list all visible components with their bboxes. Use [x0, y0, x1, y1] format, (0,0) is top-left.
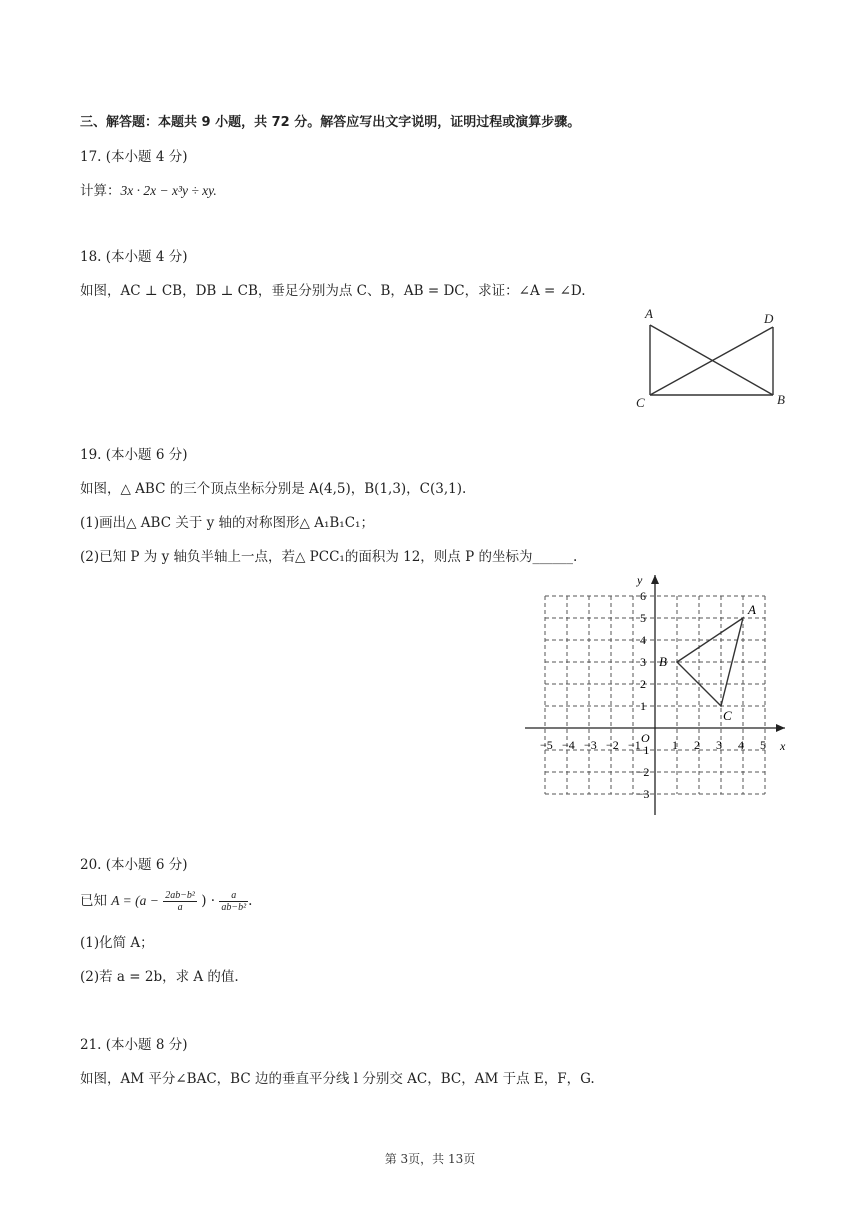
y-tick-label: 6 [640, 589, 646, 603]
q17-expression: 3x · 2x − x³y ÷ xy. [120, 183, 217, 198]
q20-part2: (2)若 a = 2b，求 A 的值. [80, 969, 239, 985]
q18-figure [630, 305, 800, 410]
q18-title: 18. (本小题 4 分) [80, 249, 188, 265]
y-tick-label: 2 [640, 677, 646, 691]
q20-part1: (1)化简 A； [80, 935, 154, 951]
q17-prefix: 计算： [80, 183, 121, 199]
point-label-c: C [723, 708, 732, 723]
q20-frac1-numerator: 2ab−b² [165, 890, 195, 901]
q20-frac2-numerator: a [219, 890, 248, 902]
q18-label-c: C [636, 395, 645, 410]
x-tick-label: −5 [540, 738, 553, 752]
x-tick-label: 2 [694, 738, 700, 752]
q20-mid: ) · [201, 893, 216, 909]
q20-body [80, 888, 252, 914]
y-tick-label: 3 [640, 655, 646, 669]
x-tick-label: −4 [562, 738, 575, 752]
q21-text: 如图，AM 平分∠BAC，BC 边的垂直平分线 l 分别交 AC，BC，AM 于点 E，F，G. [80, 1071, 595, 1087]
q20-frac1-denominator: a [177, 902, 183, 913]
q19-line1: 如图，△ ABC 的三个顶点坐标分别是 A(4,5)，B(1,3)，C(3,1). [80, 481, 467, 497]
q20-fraction-1 [163, 890, 197, 913]
y-axis-arrow [651, 575, 659, 584]
y-tick-label: −1 [636, 743, 650, 757]
q19-line2: (1)画出△ ABC 关于 y 轴的对称图形△ A₁B₁C₁； [80, 515, 374, 531]
x-axis-arrow [776, 724, 785, 732]
x-tick-label: 3 [716, 738, 722, 752]
origin-label: O [641, 731, 650, 745]
y-tick-label: 1 [640, 699, 646, 713]
y-tick-label: −3 [636, 787, 650, 801]
x-tick-label: −2 [606, 738, 619, 752]
q20-expr-a: A = (a − [111, 893, 159, 908]
page-footer: 第 3页，共 13页 [384, 1152, 476, 1166]
point-label-a: A [748, 602, 756, 617]
q21-title: 21. (本小题 8 分) [80, 1037, 188, 1053]
q19-title: 19. (本小题 6 分) [80, 447, 188, 463]
y-tick-label: 4 [640, 633, 646, 647]
q17-title: 17. (本小题 4 分) [80, 149, 188, 165]
q19-coordinate-graph [520, 570, 795, 820]
x-tick-label: 5 [760, 738, 766, 752]
point-label-b: B [659, 654, 667, 669]
section-header: 三、解答题：本题共 9 小题，共 72 分。解答应写出文字说明，证明过程或演算步骤。 [80, 115, 581, 130]
q20-end: . [248, 893, 253, 909]
q19-line3: (2)已知 P 为 y 轴负半轴上一点，若△ PCC₁的面积为 12，则点 P 的坐标为______. [80, 549, 578, 565]
q18-label-d: D [764, 311, 774, 326]
y-axis-label: y [637, 573, 643, 587]
y-tick-label: −2 [636, 765, 650, 779]
x-tick-label: −1 [628, 738, 641, 752]
q18-label-b: B [777, 392, 785, 407]
x-tick-label: 1 [672, 738, 678, 752]
q20-frac2-denominator: ab−b² [221, 902, 247, 913]
q20-fraction-2 [219, 890, 248, 913]
q18-text: 如图，AC ⊥ CB，DB ⊥ CB，垂足分别为点 C、B，AB = DC，求证：∠A = ∠D. [80, 283, 586, 299]
x-tick-label: 4 [738, 738, 744, 752]
x-tick-label: −3 [584, 738, 597, 752]
q18-label-a: A [645, 306, 653, 321]
y-tick-label: 5 [640, 611, 646, 625]
q20-prefix: 已知 [80, 893, 107, 909]
q20-title: 20. (本小题 6 分) [80, 857, 188, 873]
q17-body [80, 182, 217, 200]
x-axis-label: x [780, 739, 786, 753]
